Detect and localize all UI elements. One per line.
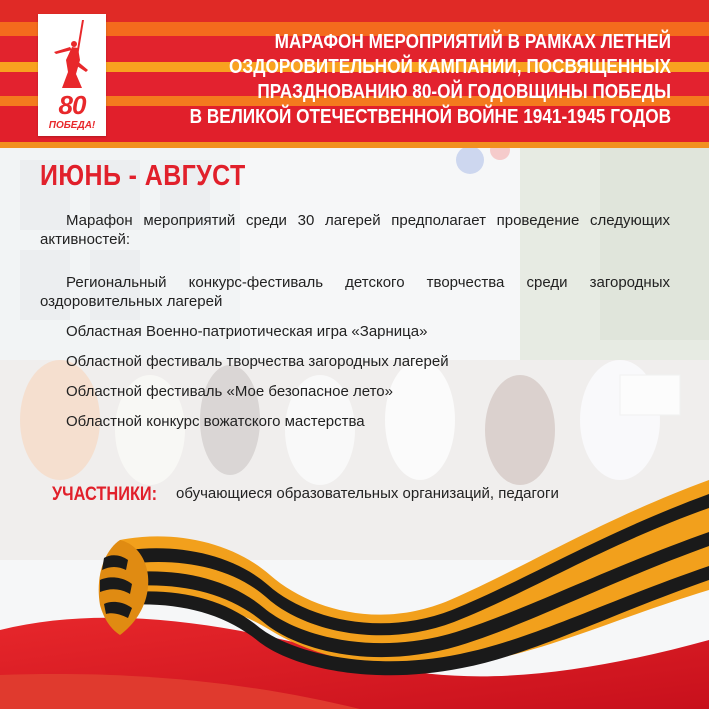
list-item: Областной конкурс вожатского мастерства <box>66 413 365 430</box>
intro-paragraph: Марафон мероприятий среди 30 лагерей предполагает проведение следующих активностей: <box>40 212 670 248</box>
list-item: Региональный конкурс-фестиваль детского творчества среди загородных оздоровительных лагерей <box>40 274 670 310</box>
header-title-line: МАРАФОН МЕРОПРИЯТИЙ В РАМКАХ ЛЕТНЕЙ <box>274 31 671 53</box>
logo-number: 80 <box>58 90 86 120</box>
header-title-line: ОЗДОРОВИТЕЛЬНОЙ КАМПАНИИ, ПОСВЯЩЕННЫХ <box>229 56 671 78</box>
list-item: Областной фестиваль «Мое безопасное лето» <box>66 383 393 400</box>
activities-list <box>40 273 670 442</box>
motherland-calls-monument-icon <box>38 14 106 94</box>
participants-text: обучающиеся образовательных организаций, педагоги <box>176 485 559 502</box>
header-stripe <box>0 0 709 22</box>
list-item: Областная Военно-патриотическая игра «Зарница» <box>66 323 428 340</box>
participants-label: УЧАСТНИКИ: <box>52 484 158 505</box>
header-title-line: В ВЕЛИКОЙ ОТЕЧЕСТВЕННОЙ ВОЙНЕ 1941-1945 ГОДОВ <box>189 106 671 128</box>
bottom-decoration <box>0 480 709 709</box>
list-item: Областной фестиваль творчества загородных лагерей <box>66 353 449 370</box>
header-stripe <box>0 142 709 148</box>
victory-80-logo <box>38 14 106 136</box>
logo-word: ПОБЕДА! <box>48 120 96 131</box>
header-title-line: ПРАЗДНОВАНИЮ 80-ОЙ ГОДОВЩИНЫ ПОБЕДЫ <box>257 81 671 103</box>
header-title <box>189 30 671 130</box>
period-heading: ИЮНЬ - АВГУСТ <box>40 160 246 192</box>
